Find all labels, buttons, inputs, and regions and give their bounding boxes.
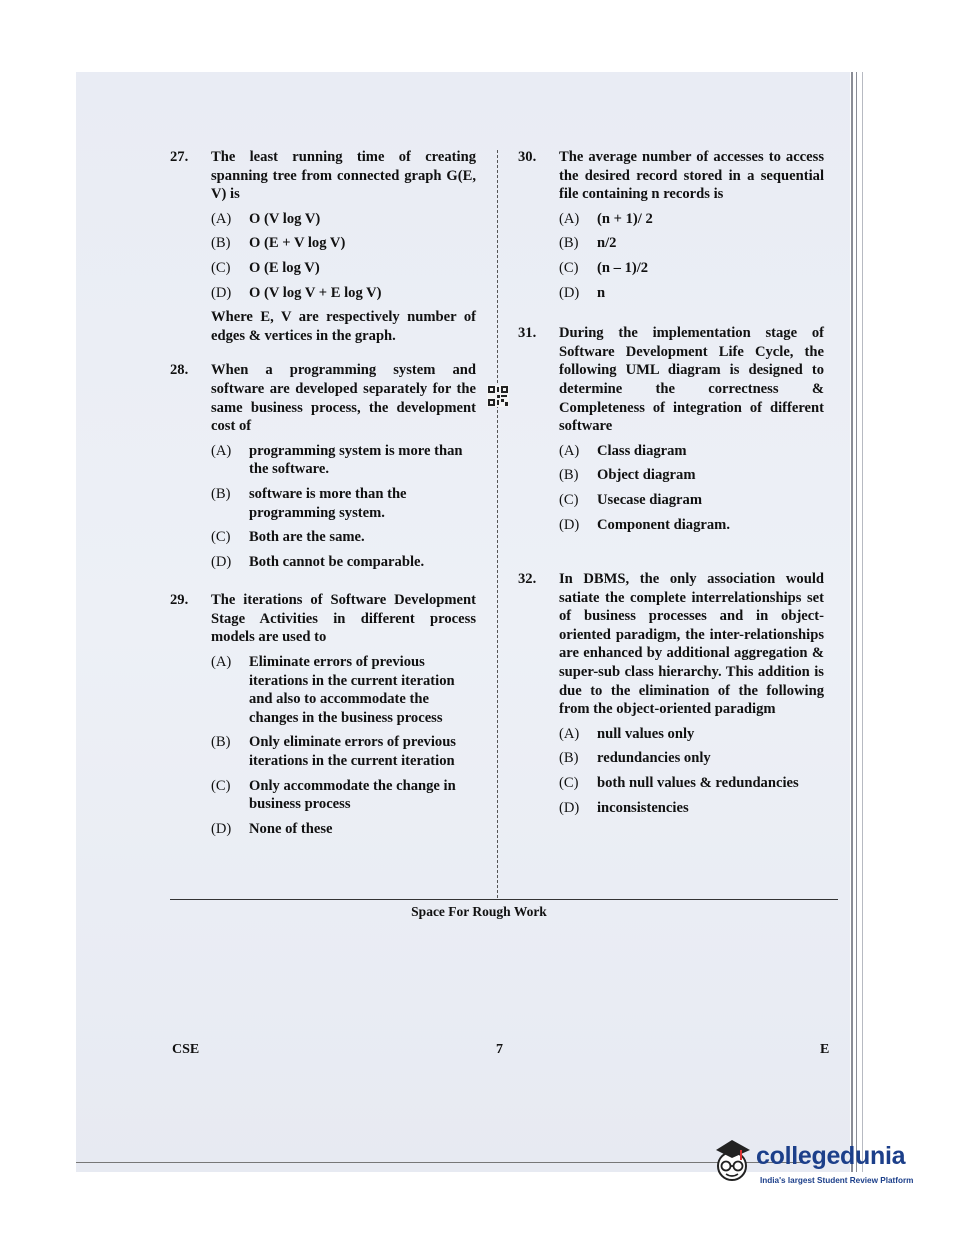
brand-name: collegedunia	[756, 1142, 906, 1170]
option-c: (C) Usecase diagram	[559, 491, 702, 508]
footer-page-number: 7	[496, 1042, 503, 1057]
option-d: (D) O (V log V + E log V)	[211, 284, 382, 301]
option-a: (A) null values only	[559, 725, 695, 742]
option-b: (B) Only eliminate errors of previous iterations in the current iteration	[211, 734, 456, 770]
question-30	[518, 148, 824, 302]
question-number: 27.	[170, 149, 189, 165]
page-edge	[862, 72, 863, 1172]
option-b: (B) software is more than the programming system.	[211, 485, 407, 521]
rough-work-label: Space For Rough Work	[411, 904, 547, 919]
footer-subject: CSE	[172, 1042, 200, 1057]
question-number: 28.	[170, 362, 189, 379]
option-b: (B) O (E + V log V)	[211, 235, 346, 252]
column-divider	[497, 150, 498, 898]
question-stem: In DBMS, the only association would satiate the complete interrelationships set of business processes and in object-oriented paradigm, the inter-relationships are enhanced by additional aggregation & super-sub class hierarchy. This addition is due to the elimination of the following from the object-oriented paradigm	[559, 571, 824, 718]
option-a: (A) Class diagram	[559, 442, 687, 459]
option-b: (B) Object diagram	[559, 467, 696, 484]
question-stem: The iterations of Software Development Stage Activities in different process models are used to	[211, 592, 476, 646]
option-c: (C) (n – 1)/2	[559, 259, 649, 276]
option-c: (C) O (E log V)	[211, 259, 320, 276]
right-column	[518, 148, 824, 829]
option-b: (B) redundancies only	[559, 750, 711, 767]
question-stem: During the implementation stage of Software Development Life Cycle, the following UML diagram is designed to determine the correctness & Completeness of integration of different software	[559, 325, 824, 435]
option-c: (C) Only accommodate the change in business process	[211, 777, 456, 813]
question-stem: The least running time of creating spanning tree from connected graph G(E, V) is	[211, 149, 476, 203]
question-number: 30.	[518, 149, 537, 165]
option-d: (D) inconsistencies	[559, 799, 689, 816]
question-number: 32.	[518, 571, 537, 588]
question-32	[518, 570, 824, 817]
qr-code-icon	[487, 385, 509, 407]
option-d: (D) None of these	[211, 820, 333, 837]
question-stem: The average number of accesses to access the desired record stored in a sequential file containing n records is	[559, 149, 824, 203]
question-number: 31.	[518, 325, 537, 342]
rough-work-rule	[170, 899, 838, 900]
option-a: (A) programming system is more than the software.	[211, 442, 463, 478]
option-b: (B) n/2	[559, 235, 617, 252]
question-stem: When a programming system and software are developed separately for the same business process, the development cost of	[211, 362, 476, 435]
question-note: Where E, V are respectively number of edges & vertices in the graph.	[211, 309, 476, 344]
footer-set-code: E	[820, 1042, 830, 1057]
question-28	[170, 361, 476, 571]
question-29	[170, 591, 476, 838]
option-a: (A) (n + 1)/ 2	[559, 210, 653, 227]
option-a: (A) Eliminate errors of previous iterations in the current iteration and also to accommodate the changes in the business process	[211, 654, 455, 726]
option-c: (C) both null values & redundancies	[559, 775, 799, 792]
option-d: (D) n	[559, 284, 606, 301]
left-column	[170, 148, 476, 850]
option-d: (D) Component diagram.	[559, 516, 730, 533]
option-c: (C) Both are the same.	[211, 529, 365, 546]
question-31	[518, 324, 824, 534]
scan-edge	[76, 1162, 806, 1163]
page-edge	[851, 72, 853, 1172]
option-d: (D) Both cannot be comparable.	[211, 553, 425, 570]
question-27	[170, 148, 476, 345]
page-edge	[856, 72, 857, 1172]
question-number: 29.	[170, 592, 189, 609]
option-a: (A) O (V log V)	[211, 210, 321, 227]
brand-tagline: India's largest Student Review Platform	[760, 1176, 914, 1185]
